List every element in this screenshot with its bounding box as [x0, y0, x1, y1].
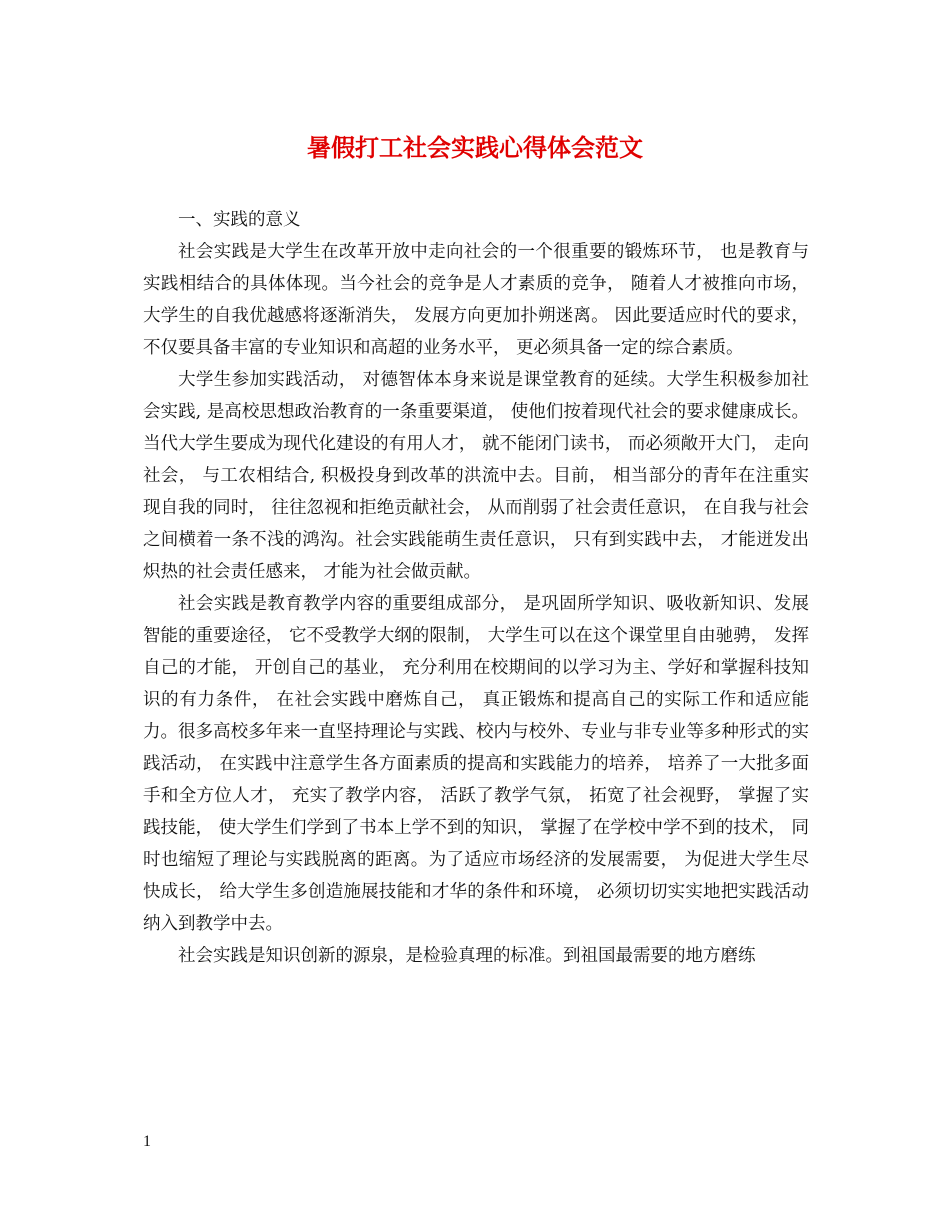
- paragraph: 社会实践是大学生在改革开放中走向社会的一个很重要的锻炼环节， 也是教育与实践相结合的具体体现。当今社会的竞争是人才素质的竞争， 随着人才被推向市场， 大学生的自我优越感将逐渐消失， 发展方向更加扑朔迷离。 因此要适应时代的要求， 不仅要具备丰富的专业知识和高超的业务水平， 更必须具备一定的综合素质。: [143, 242, 809, 358]
- document-body: [143, 204, 809, 972]
- section-heading: 一、实践的意义: [178, 210, 301, 230]
- paragraph: 社会实践是知识创新的源泉，是检验真理的标准。到祖国最需要的地方磨练: [178, 946, 756, 966]
- paragraph: 社会实践是教育教学内容的重要组成部分， 是巩固所学知识、吸收新知识、发展智能的重要途径， 它不受教学大纲的限制， 大学生可以在这个课堂里自由驰骋， 发挥自己的才能， 开创自己的基业， 充分利用在校期间的以学习为主、学好和掌握科技知识的有力条件， 在社会实践中磨炼自己， 真正锻炼和提高自己的实际工作和适应能力。很多高校多年来一直坚持理论与实践、校内与校外、专业与非专业等多种形式的实践活动， 在实践中注意学生各方面素质的提高和实践能力的培养， 培养了一大批多面手和全方位人才， 充实了教学内容， 活跃了教学气氛， 拓宽了社会视野， 掌握了实践技能， 使大学生们学到了书本上学不到的知识， 掌握了在学校中学不到的技术， 同时也缩短了理论与实践脱离的距离。为了适应市场经济的发展需要， 为促进大学生尽快成长， 给大学生多创造施展技能和才华的条件和环境， 必须切切实实地把实践活动纳入到教学中去。: [143, 594, 809, 934]
- paragraph: 大学生参加实践活动， 对德智体本身来说是课堂教育的延续。大学生积极参加社会实践, 是高校思想政治教育的一条重要渠道， 使他们按着现代社会的要求健康成长。当代大学生要成为现代化建设的有用人才， 就不能闭门读书， 而必须敞开大门， 走向社会， 与工农相结合, 积极投身到改革的洪流中去。目前， 相当部分的青年在注重实现自我的同时， 往往忽视和拒绝贡献社会， 从而削弱了社会责任意识， 在自我与社会之间横着一条不浅的鸿沟。社会实践能萌生责任意识， 只有到实践中去， 才能迸发出炽热的社会责任感来， 才能为社会做贡献。: [143, 370, 809, 582]
- page-number: 1: [143, 1133, 151, 1150]
- document-title: 暑假打工社会实践心得体会范文: [307, 133, 643, 162]
